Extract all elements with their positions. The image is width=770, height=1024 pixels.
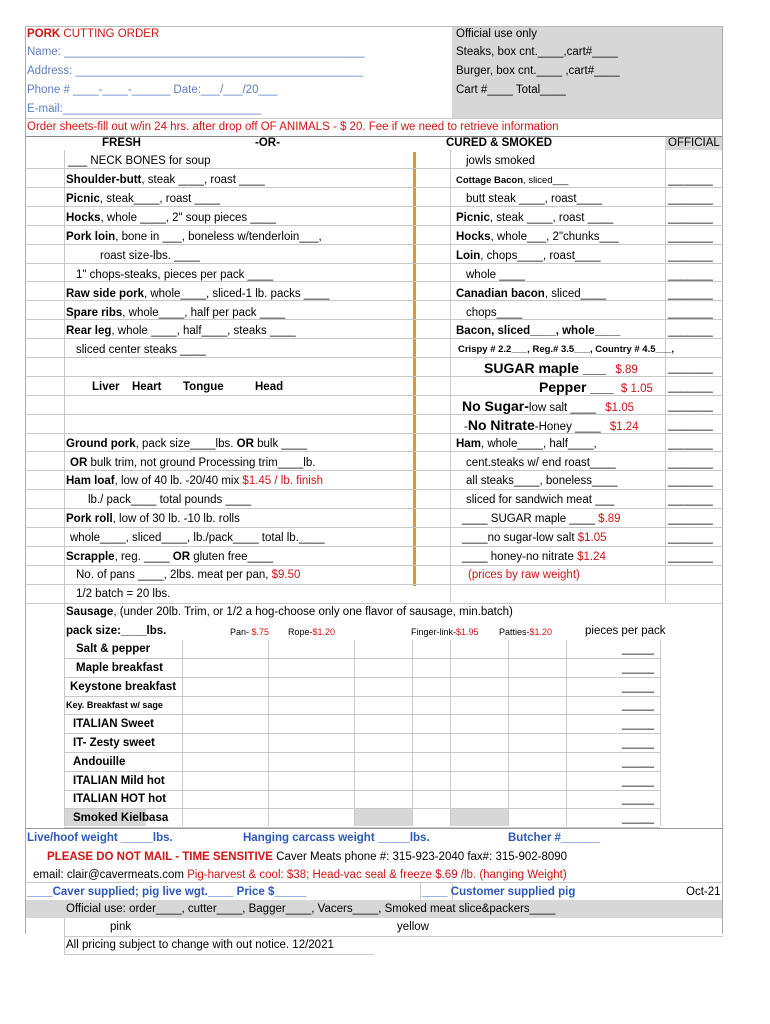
pork-roll-row[interactable]: Pork roll, low of 30 lb. -10 lb. rolls: [66, 513, 240, 525]
jowls-row[interactable]: jowls smoked: [466, 155, 536, 167]
sausage-flavor[interactable]: ITALIAN HOT hot: [73, 793, 167, 805]
official-blank[interactable]: _______: [668, 475, 713, 487]
burger-box-field[interactable]: Burger, box cnt.____ ,cart#____: [456, 65, 620, 77]
official-blank[interactable]: _______: [668, 400, 713, 412]
do-not-mail-line: PLEASE DO NOT MAIL - TIME SENSITIVE Caver Meats phone #: 315-923-2040 fax#: 315-902-8090: [47, 851, 568, 863]
pan-option[interactable]: Pan- $.75: [230, 627, 270, 637]
sausage-pieces-blank[interactable]: _____: [622, 699, 654, 711]
patties-option[interactable]: Patties-$1.20: [499, 627, 553, 637]
sandwich-row[interactable]: sliced for sandwich meat ___: [466, 494, 615, 506]
no-sugar-cure[interactable]: No Sugar-low salt ____ $1.05: [462, 398, 634, 414]
email-field[interactable]: E-mail:_______________________________: [27, 103, 262, 115]
official-blank[interactable]: _______: [668, 513, 713, 525]
cured-picnic-row[interactable]: Picnic, steak ____, roast ____: [456, 212, 614, 224]
scrapple-row[interactable]: Scrapple, reg. ____ OR gluten free____: [66, 551, 274, 563]
crispy-row[interactable]: Crispy # 2.2___, Reg.# 3.5___, Country # 4.5___,: [458, 344, 674, 355]
chops-steaks-row[interactable]: 1" chops-steaks, pieces per pack ____: [76, 269, 274, 281]
cured-header: CURED & SMOKED: [446, 137, 553, 149]
sausage-pieces-blank[interactable]: _____: [622, 643, 654, 655]
butt-steak-row[interactable]: butt steak ____, roast____: [466, 193, 603, 205]
sliced-center-steaks-row[interactable]: sliced center steaks ____: [76, 344, 206, 356]
shade-cell: [450, 808, 508, 826]
pack-size-field[interactable]: pack size:____lbs.: [66, 625, 167, 637]
order-note: Order sheets-fill out w/in 24 hrs. after drop off OF ANIMALS - $ 20. Fee if we need to retrieve information: [27, 121, 559, 133]
email-harvest-line: email: clair@cavermeats.com Pig-harvest & cool: $38; Head-vac seal & freeze $.69 /lb. (hanging Weight): [33, 869, 567, 881]
sausage-flavor[interactable]: Key. Breakfast w/ sage: [66, 700, 163, 710]
sausage-col-rule: [268, 640, 269, 826]
sugar-maple-cure[interactable]: SUGAR maple ___ $.89: [484, 360, 638, 376]
ham-sugar-maple-row[interactable]: ____ SUGAR maple ____ $.89: [462, 513, 621, 525]
pans-row[interactable]: No. of pans ____, 2lbs. meat per pan, $9.50: [76, 569, 301, 581]
sausage-col-rule: [182, 640, 183, 826]
yellow-copy-label: yellow: [397, 921, 429, 933]
official-blank[interactable]: _______: [668, 457, 713, 469]
ham-honey-row[interactable]: ____ honey-no nitrate $1.24: [462, 551, 606, 563]
heart-option[interactable]: Heart: [132, 381, 162, 393]
raw-side-pork-row[interactable]: Raw side pork, whole____, sliced-1 lb. packs ____: [66, 288, 330, 300]
hocks-row[interactable]: Hocks, whole ____, 2" soup pieces ____: [66, 212, 276, 224]
official-blank[interactable]: _______: [668, 193, 713, 205]
head-option[interactable]: Head: [255, 381, 284, 393]
sausage-pieces-blank[interactable]: _____: [622, 718, 654, 730]
neck-bones-row[interactable]: ___ NECK BONES for soup: [68, 155, 211, 167]
sausage-pieces-blank[interactable]: _____: [622, 812, 654, 824]
bacon-row[interactable]: Bacon, sliced____, whole____: [456, 325, 621, 337]
ground-pork-row[interactable]: Ground pork, pack size____lbs. OR bulk ____: [66, 438, 307, 450]
cured-loin-row[interactable]: Loin, chops____, roast____: [456, 250, 601, 262]
sausage-flavor[interactable]: ITALIAN Mild hot: [73, 775, 165, 787]
fresh-header: FRESH: [102, 137, 141, 149]
pieces-per-pack-label: pieces per pack: [585, 625, 666, 637]
canadian-chops-row[interactable]: chops____: [466, 307, 523, 319]
pork-loin-row[interactable]: Pork loin, bone in ___, boneless w/tenderloin___,: [66, 231, 322, 243]
sausage-flavor[interactable]: Maple breakfast: [76, 662, 163, 674]
shade-cell: [354, 808, 412, 826]
official-blank[interactable]: _______: [668, 212, 713, 224]
rope-option[interactable]: Rope-$1.20: [288, 627, 336, 637]
official-blank[interactable]: _______: [668, 551, 713, 563]
pork-roll-options-row[interactable]: whole____, sliced____, lb./pack____ total lb.____: [70, 532, 325, 544]
bulk-trim-row[interactable]: OR bulk trim, not ground Processing trim____lb.: [70, 457, 316, 469]
official-blank[interactable]: _______: [668, 532, 713, 544]
or-header: -OR-: [255, 137, 280, 149]
roast-size-row[interactable]: roast size-lbs. ____: [100, 250, 200, 262]
sausage-flavor[interactable]: Keystone breakfast: [70, 681, 177, 693]
sausage-pieces-blank[interactable]: _____: [622, 662, 654, 674]
canadian-bacon-row[interactable]: Canadian bacon, sliced____: [456, 288, 607, 300]
ham-row[interactable]: Ham, whole____, half____,: [456, 438, 597, 450]
prices-note: (prices by raw weight): [468, 569, 580, 581]
sausage-pieces-blank[interactable]: _____: [622, 737, 654, 749]
sausage-col-rule: [354, 640, 355, 826]
official-use-label: Official use only: [456, 28, 537, 40]
name-field[interactable]: Name: _______________________________________________: [27, 46, 365, 58]
caver-supplied-field[interactable]: ____Caver supplied; pig live wgt.____ Price $_____: [27, 886, 307, 898]
sausage-col-rule: [508, 640, 509, 826]
sausage-col-rule: [450, 640, 451, 826]
official-blank[interactable]: _______: [668, 288, 713, 300]
official-blank[interactable]: _______: [668, 325, 713, 337]
shoulder-butt-row[interactable]: Shoulder-butt, steak ____, roast ____: [66, 174, 265, 186]
tongue-option[interactable]: Tongue: [183, 381, 224, 393]
phone-date-field[interactable]: Phone # ____-____-______ Date:___/___/20___: [27, 84, 278, 96]
sausage-pieces-blank[interactable]: _____: [622, 681, 654, 693]
column-divider: [413, 152, 416, 586]
sausage-title: Sausage, (under 20lb. Trim, or 1/2 a hog-choose only one flavor of sausage, min.batch): [66, 606, 513, 618]
ham-no-sugar-row[interactable]: ____no sugar-low salt $1.05: [462, 532, 607, 544]
lb-pack-row[interactable]: lb./ pack____ total pounds ____: [88, 494, 252, 506]
cent-steaks-row[interactable]: cent.steaks w/ end roast____: [466, 457, 616, 469]
sausage-flavor[interactable]: Andouille: [73, 756, 126, 768]
official-header: OFFICIAL: [668, 137, 720, 149]
official-blank[interactable]: _______: [668, 438, 713, 450]
official-blank[interactable]: _______: [668, 494, 713, 506]
rear-leg-row[interactable]: Rear leg, whole ____, half____, steaks ____: [66, 325, 296, 337]
spare-ribs-row[interactable]: Spare ribs, whole____, half per pack ____: [66, 307, 286, 319]
all-steaks-row[interactable]: all steaks____, boneless____: [466, 475, 618, 487]
sausage-pieces-blank[interactable]: _____: [622, 756, 654, 768]
finger-link-option[interactable]: Finger-link-$1.95: [411, 627, 479, 637]
cottage-bacon-row[interactable]: Cottage Bacon, sliced___: [456, 175, 569, 186]
hanging-weight-field[interactable]: Hanging carcass weight _____lbs.: [243, 832, 430, 844]
form-date: Oct-21: [686, 886, 721, 898]
official-blank[interactable]: _______: [668, 362, 713, 374]
official-blank[interactable]: _______: [668, 419, 713, 431]
sausage-pieces-blank[interactable]: _____: [622, 793, 654, 805]
sausage-col-rule: [566, 640, 567, 826]
sausage-flavor[interactable]: IT- Zesty sweet: [73, 737, 155, 749]
official-use-footer[interactable]: Official use: order____, cutter____, Bagger____, Vacers____, Smoked meat slice&packers____: [66, 903, 556, 915]
official-blank[interactable]: _______: [668, 381, 713, 393]
sausage-flavor[interactable]: Smoked Kielbasa: [73, 812, 169, 824]
steaks-box-field[interactable]: Steaks, box cnt.____,cart#____: [456, 46, 618, 58]
sausage-col-rule: [412, 640, 413, 826]
sausage-pieces-blank[interactable]: _____: [622, 775, 654, 787]
customer-supplied-field[interactable]: ____ Customer supplied pig: [422, 886, 576, 898]
sausage-col-rule: [660, 640, 661, 826]
address-field[interactable]: Address: _____________________________________________: [27, 65, 364, 77]
ham-loaf-row[interactable]: Ham loaf, low of 40 lb. -20/40 mix $1.45 / lb. finish: [66, 475, 323, 487]
pricing-note: All pricing subject to change with out notice. 12/2021: [66, 939, 334, 951]
pink-copy-label: pink: [110, 921, 132, 933]
sausage-row-rule: [64, 752, 660, 753]
half-batch-row: 1/2 batch = 20 lbs.: [76, 588, 171, 600]
form-title: PORK CUTTING ORDER: [27, 28, 160, 40]
loin-whole-row[interactable]: whole ____: [466, 269, 525, 281]
official-blank[interactable]: _______: [668, 174, 713, 186]
sausage-flavor[interactable]: ITALIAN Sweet: [73, 718, 154, 730]
cured-hocks-row[interactable]: Hocks, whole___, 2"chunks___: [456, 231, 619, 243]
pepper-cure[interactable]: Pepper ___ $ 1.05: [539, 379, 653, 395]
official-blank[interactable]: _______: [668, 250, 713, 262]
live-weight-field[interactable]: Live/hoof weight _____lbs.: [27, 832, 173, 844]
butcher-field[interactable]: Butcher #______: [508, 832, 600, 844]
liver-option[interactable]: Liver: [92, 381, 120, 393]
cart-total-field[interactable]: Cart #____ Total____: [456, 84, 566, 96]
sausage-flavor[interactable]: Salt & pepper: [76, 643, 151, 655]
no-nitrate-cure[interactable]: -No Nitrate-Honey ____ $1.24: [464, 417, 639, 433]
picnic-row[interactable]: Picnic, steak____, roast ____: [66, 193, 221, 205]
official-blank[interactable]: _______: [668, 307, 713, 319]
official-blank[interactable]: _______: [668, 231, 713, 243]
official-blank[interactable]: _______: [668, 269, 713, 281]
